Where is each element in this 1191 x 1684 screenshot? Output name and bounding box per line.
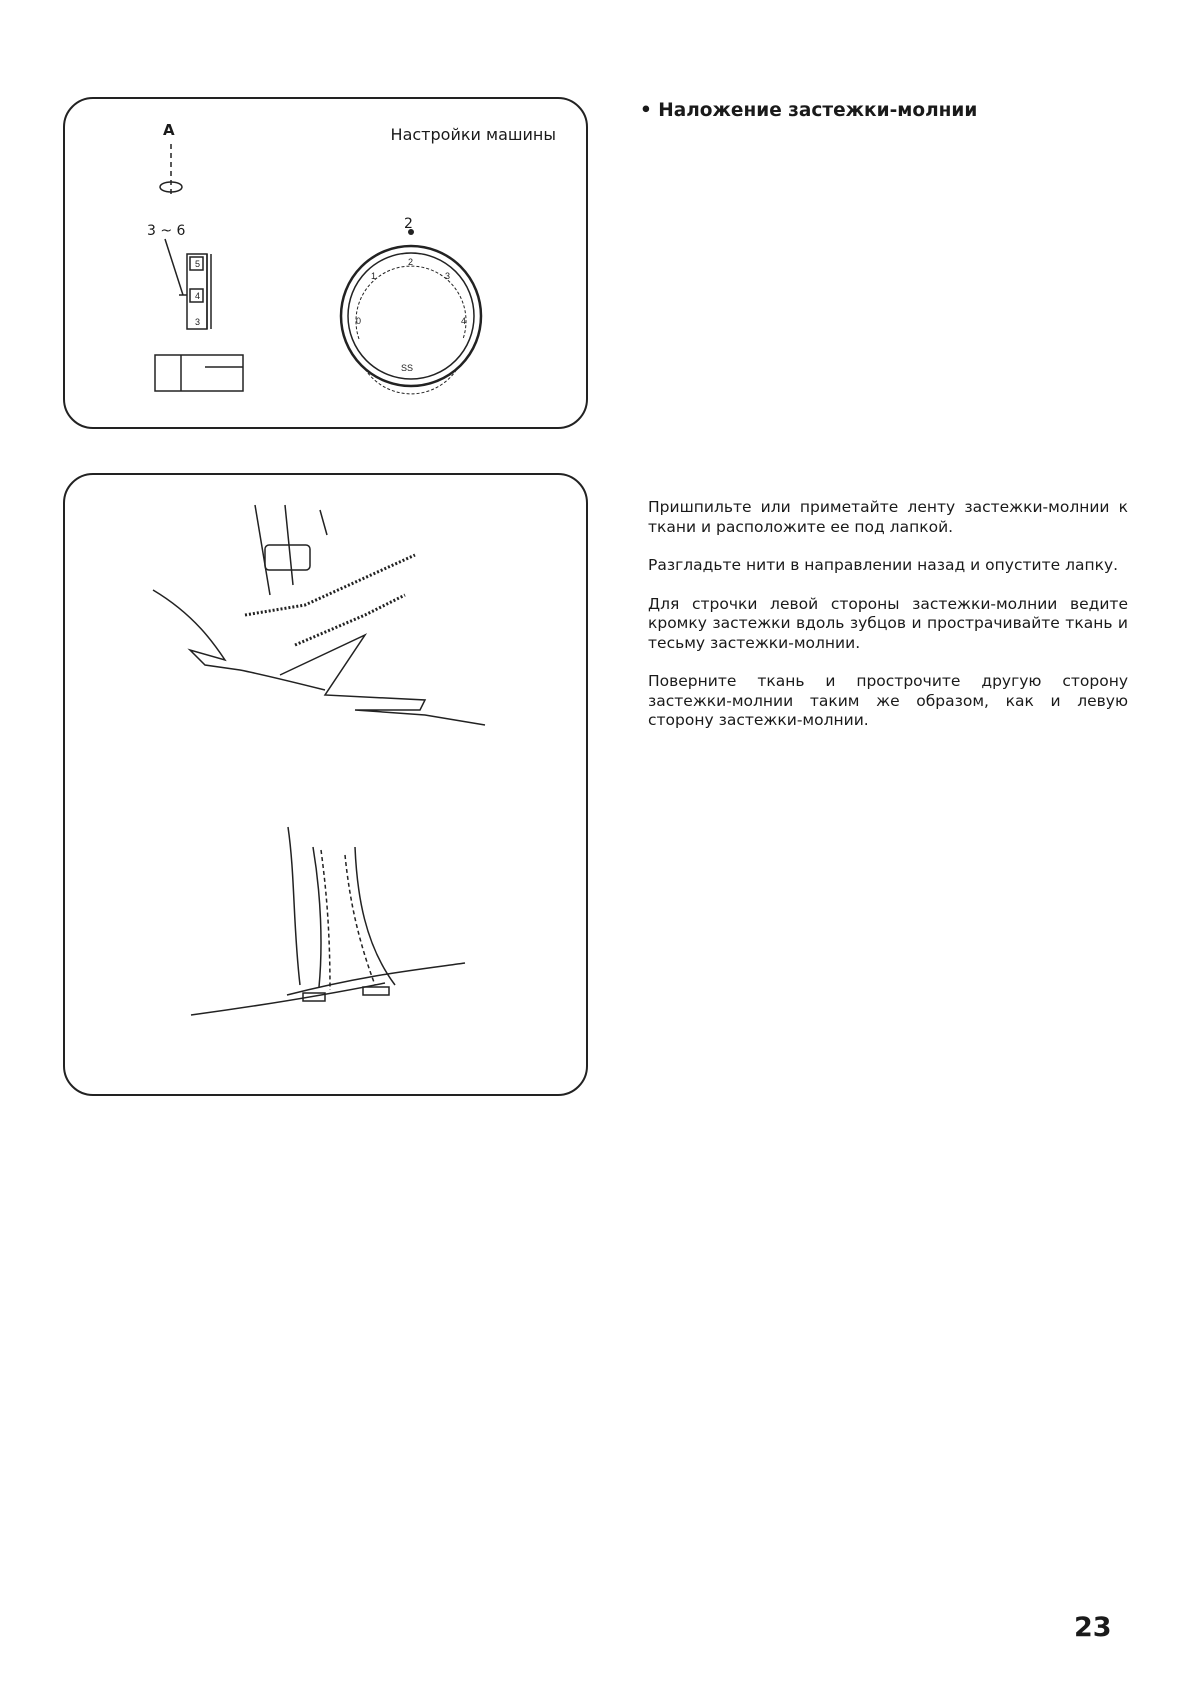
length-mark: 3	[195, 317, 201, 327]
settings-illustration	[65, 99, 590, 431]
dial-mark: 3	[445, 271, 451, 281]
length-mark: 5	[195, 259, 201, 269]
instruction-paragraph: Поверните ткань и прострочите другую сторону застежки-молнии таким же образом, как и левую сторону застежки-молнии.	[648, 672, 1128, 729]
page-number: 23	[1074, 1612, 1112, 1643]
zipper-foot-icon	[155, 355, 243, 391]
instruction-paragraph: Для строчки левой стороны застежки-молнии ведите кромку застежки вдоль зубцов и прострачивайте ткань и тесьму застежки-молнии.	[648, 594, 1128, 652]
instruction-paragraph: Пришпильте или приметайте ленту застежки-молнии к ткани и расположите ее под лапкой.	[648, 498, 1128, 536]
stitch-length-range: 3 ~ 6	[147, 223, 186, 239]
dial-mark: SS	[401, 363, 414, 373]
section-title: • Наложение застежки-молнии	[640, 100, 978, 121]
presser-foot-letter: A	[163, 121, 175, 139]
dial-mark: 1	[371, 271, 377, 281]
instructions	[648, 498, 1128, 750]
dial-mark: 2	[408, 257, 414, 267]
tension-dial-value: 2	[404, 216, 413, 232]
dial-mark: 0	[356, 316, 362, 326]
machine-settings-panel	[63, 97, 588, 429]
fabric-top	[153, 590, 325, 690]
length-mark: 4	[195, 291, 201, 301]
instruction-paragraph: Разгладьте нити в направлении назад и опустите лапку.	[648, 556, 1119, 574]
presser-foot	[265, 545, 310, 570]
zipper-sewing-illustration	[65, 475, 590, 1098]
sewing-illustration-panel	[63, 473, 588, 1096]
settings-label: Настройки машины	[390, 125, 556, 144]
dial-mark: 4	[461, 316, 467, 326]
